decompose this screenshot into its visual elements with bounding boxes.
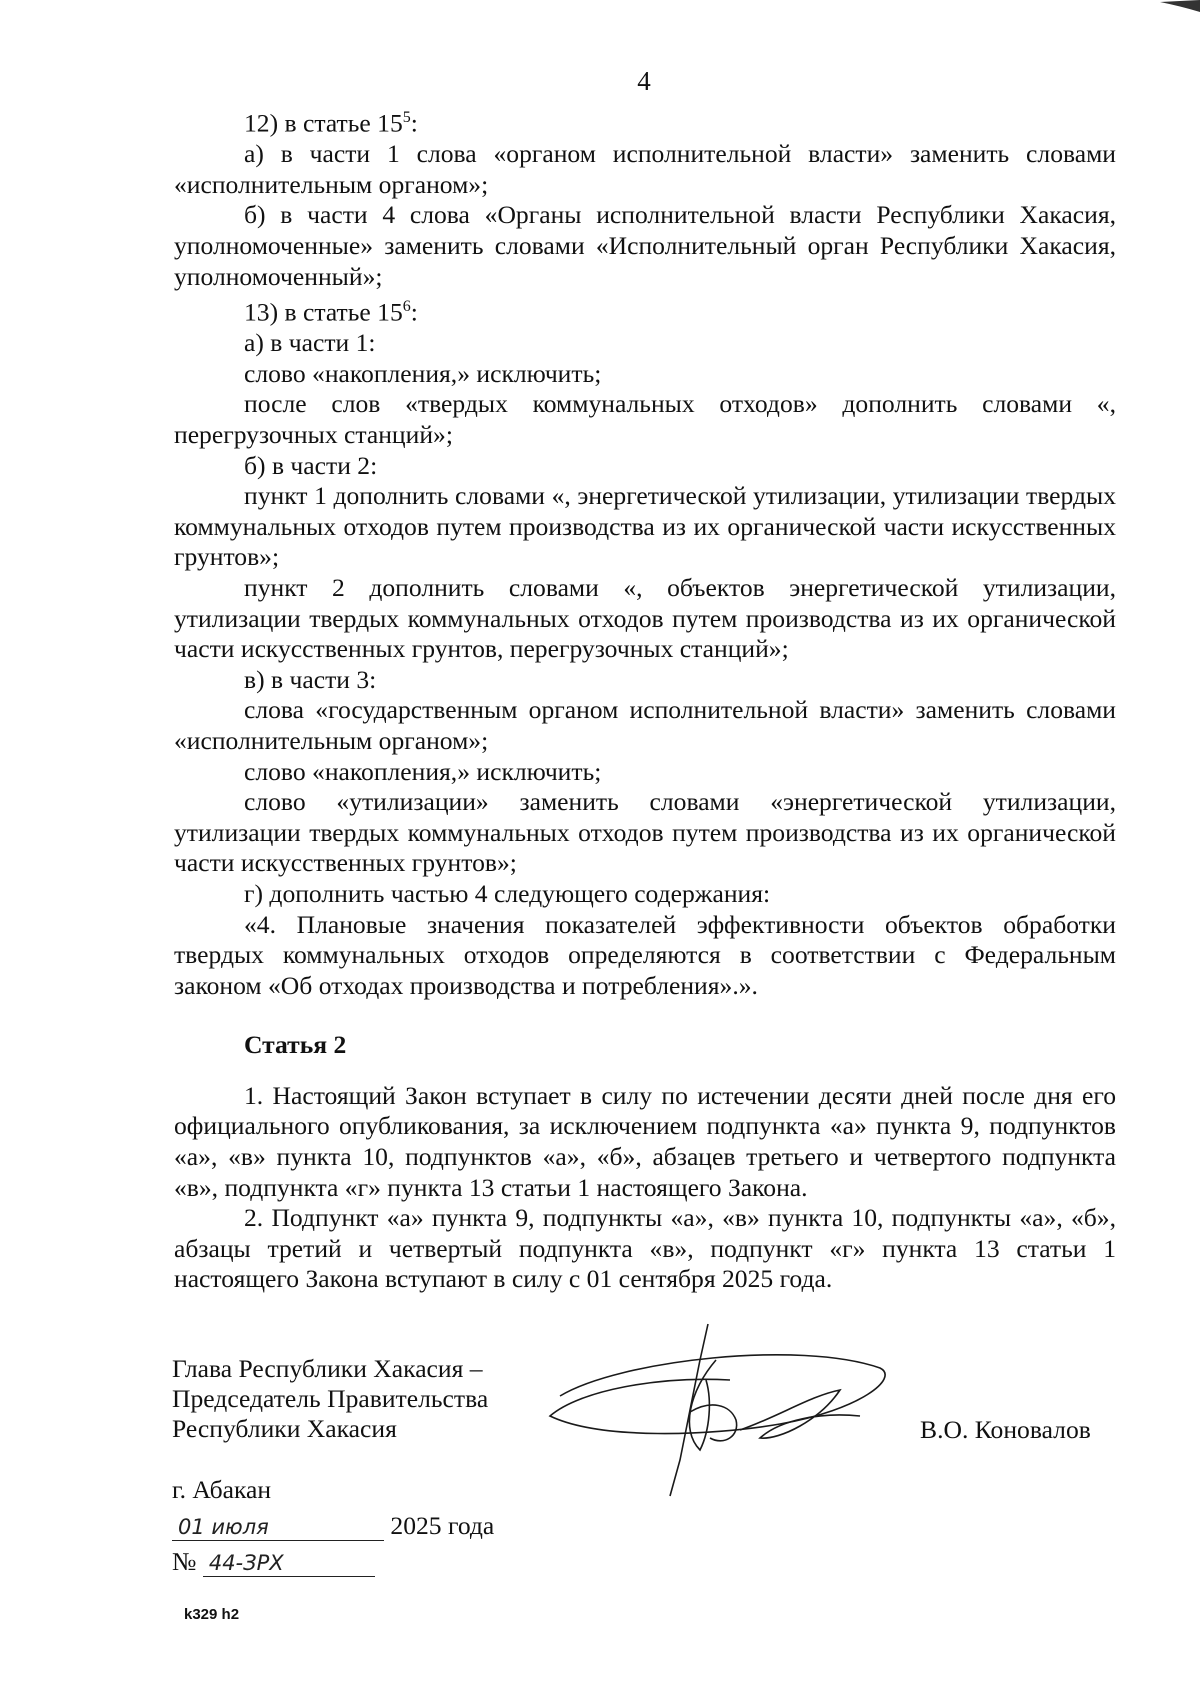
paragraph: пункт 2 дополнить словами «, объектов энергетической утилизации, утилизации твердых коммунальных отходов путем производства из их органической части искусственных грунтов, перегрузочных станций»; (174, 572, 1116, 664)
document-body (174, 103, 1116, 1295)
handwritten-date: 01 июля (172, 1514, 384, 1541)
paragraph: г) дополнить частью 4 следующего содержания: (244, 878, 771, 908)
adoption-date (172, 1508, 494, 1544)
amendment-item-12: 12) в статье $15^5$: (244, 108, 418, 138)
scan-artifact (1160, 0, 1200, 14)
number-sign: № (172, 1547, 197, 1576)
paragraph: а) в части 1 слова «органом исполнительной власти» заменить словами «исполнительным органом»; (174, 139, 1116, 199)
paragraph: б) в части 4 слова «Органы исполнительной власти Республики Хакасия, уполномоченные» заменить словами «Исполнительный орган Республики Хакасия, уполномоченный»; (174, 200, 1116, 291)
paragraph: б) в части 2: (244, 450, 378, 480)
paragraph: после слов «твердых коммунальных отходов» дополнить словами «, перегрузочных станций»; (174, 389, 1116, 449)
paragraph: слово «утилизации» заменить словами «энергетической утилизации, утилизации твердых коммунальных отходов путем производства из их органической части искусственных грунтов»; (174, 787, 1116, 878)
handwritten-number: 44-ЗРХ (203, 1550, 375, 1577)
article-paragraph: 2. Подпункт «а» пункта 9, подпункты «а», «в» пункта 10, подпункты «а», «б», абзацы третий и четвертый подпункта «в», подпункт «г» пункта 13 статьи 1 настоящего Закона вступают в силу с 01 сентября 2025 года. (174, 1203, 1116, 1294)
article-paragraph: 1. Настоящий Закон вступает в силу по истечении десяти дней после дня его официального опубликования, за исключением подпункта «а» пункта 9, подпунктов «а», «в» пункта 10, подпунктов «а», «б», абзацев третьего и четвертого подпункта «в», подпункта «г» пункта 13 статьи 1 настоящего Закона. (174, 1080, 1116, 1202)
page-number: 4 (637, 66, 651, 96)
article-heading: Статья 2 (244, 1030, 347, 1060)
paragraph: а) в части 1: (244, 328, 376, 358)
handwritten-signature (540, 1320, 920, 1500)
signatory-title: Глава Республики Хакасия – Председатель Правительства Республики Хакасия (172, 1354, 489, 1443)
year-text: 2025 года (390, 1511, 495, 1540)
amendment-item-13: 13) в статье $15^6$: (244, 297, 418, 327)
paragraph: пункт 1 дополнить словами «, энергетической утилизации, утилизации твердых коммунальных отходов путем производства из их органической части искусственных грунтов»; (174, 481, 1116, 572)
paragraph: в) в части 3: (244, 664, 377, 694)
place-and-date (172, 1472, 494, 1580)
paragraph: «4. Плановые значения показателей эффективности объектов обработки твердых коммунальных отходов определяются в соответствии с Федеральным законом «Об отходах производства и потребления».». (174, 909, 1116, 1000)
paragraph: слова «государственным органом исполнительной власти» заменить словами «исполнительным органом»; (174, 695, 1116, 755)
law-number (172, 1544, 494, 1580)
city: г. Абакан (172, 1475, 272, 1504)
paragraph: слово «накопления,» исключить; (244, 756, 602, 786)
document-code: k329 h2 (184, 1606, 240, 1623)
signer-name: В.О. Коновалов (920, 1415, 1091, 1444)
paragraph: слово «накопления,» исключить; (244, 358, 602, 388)
